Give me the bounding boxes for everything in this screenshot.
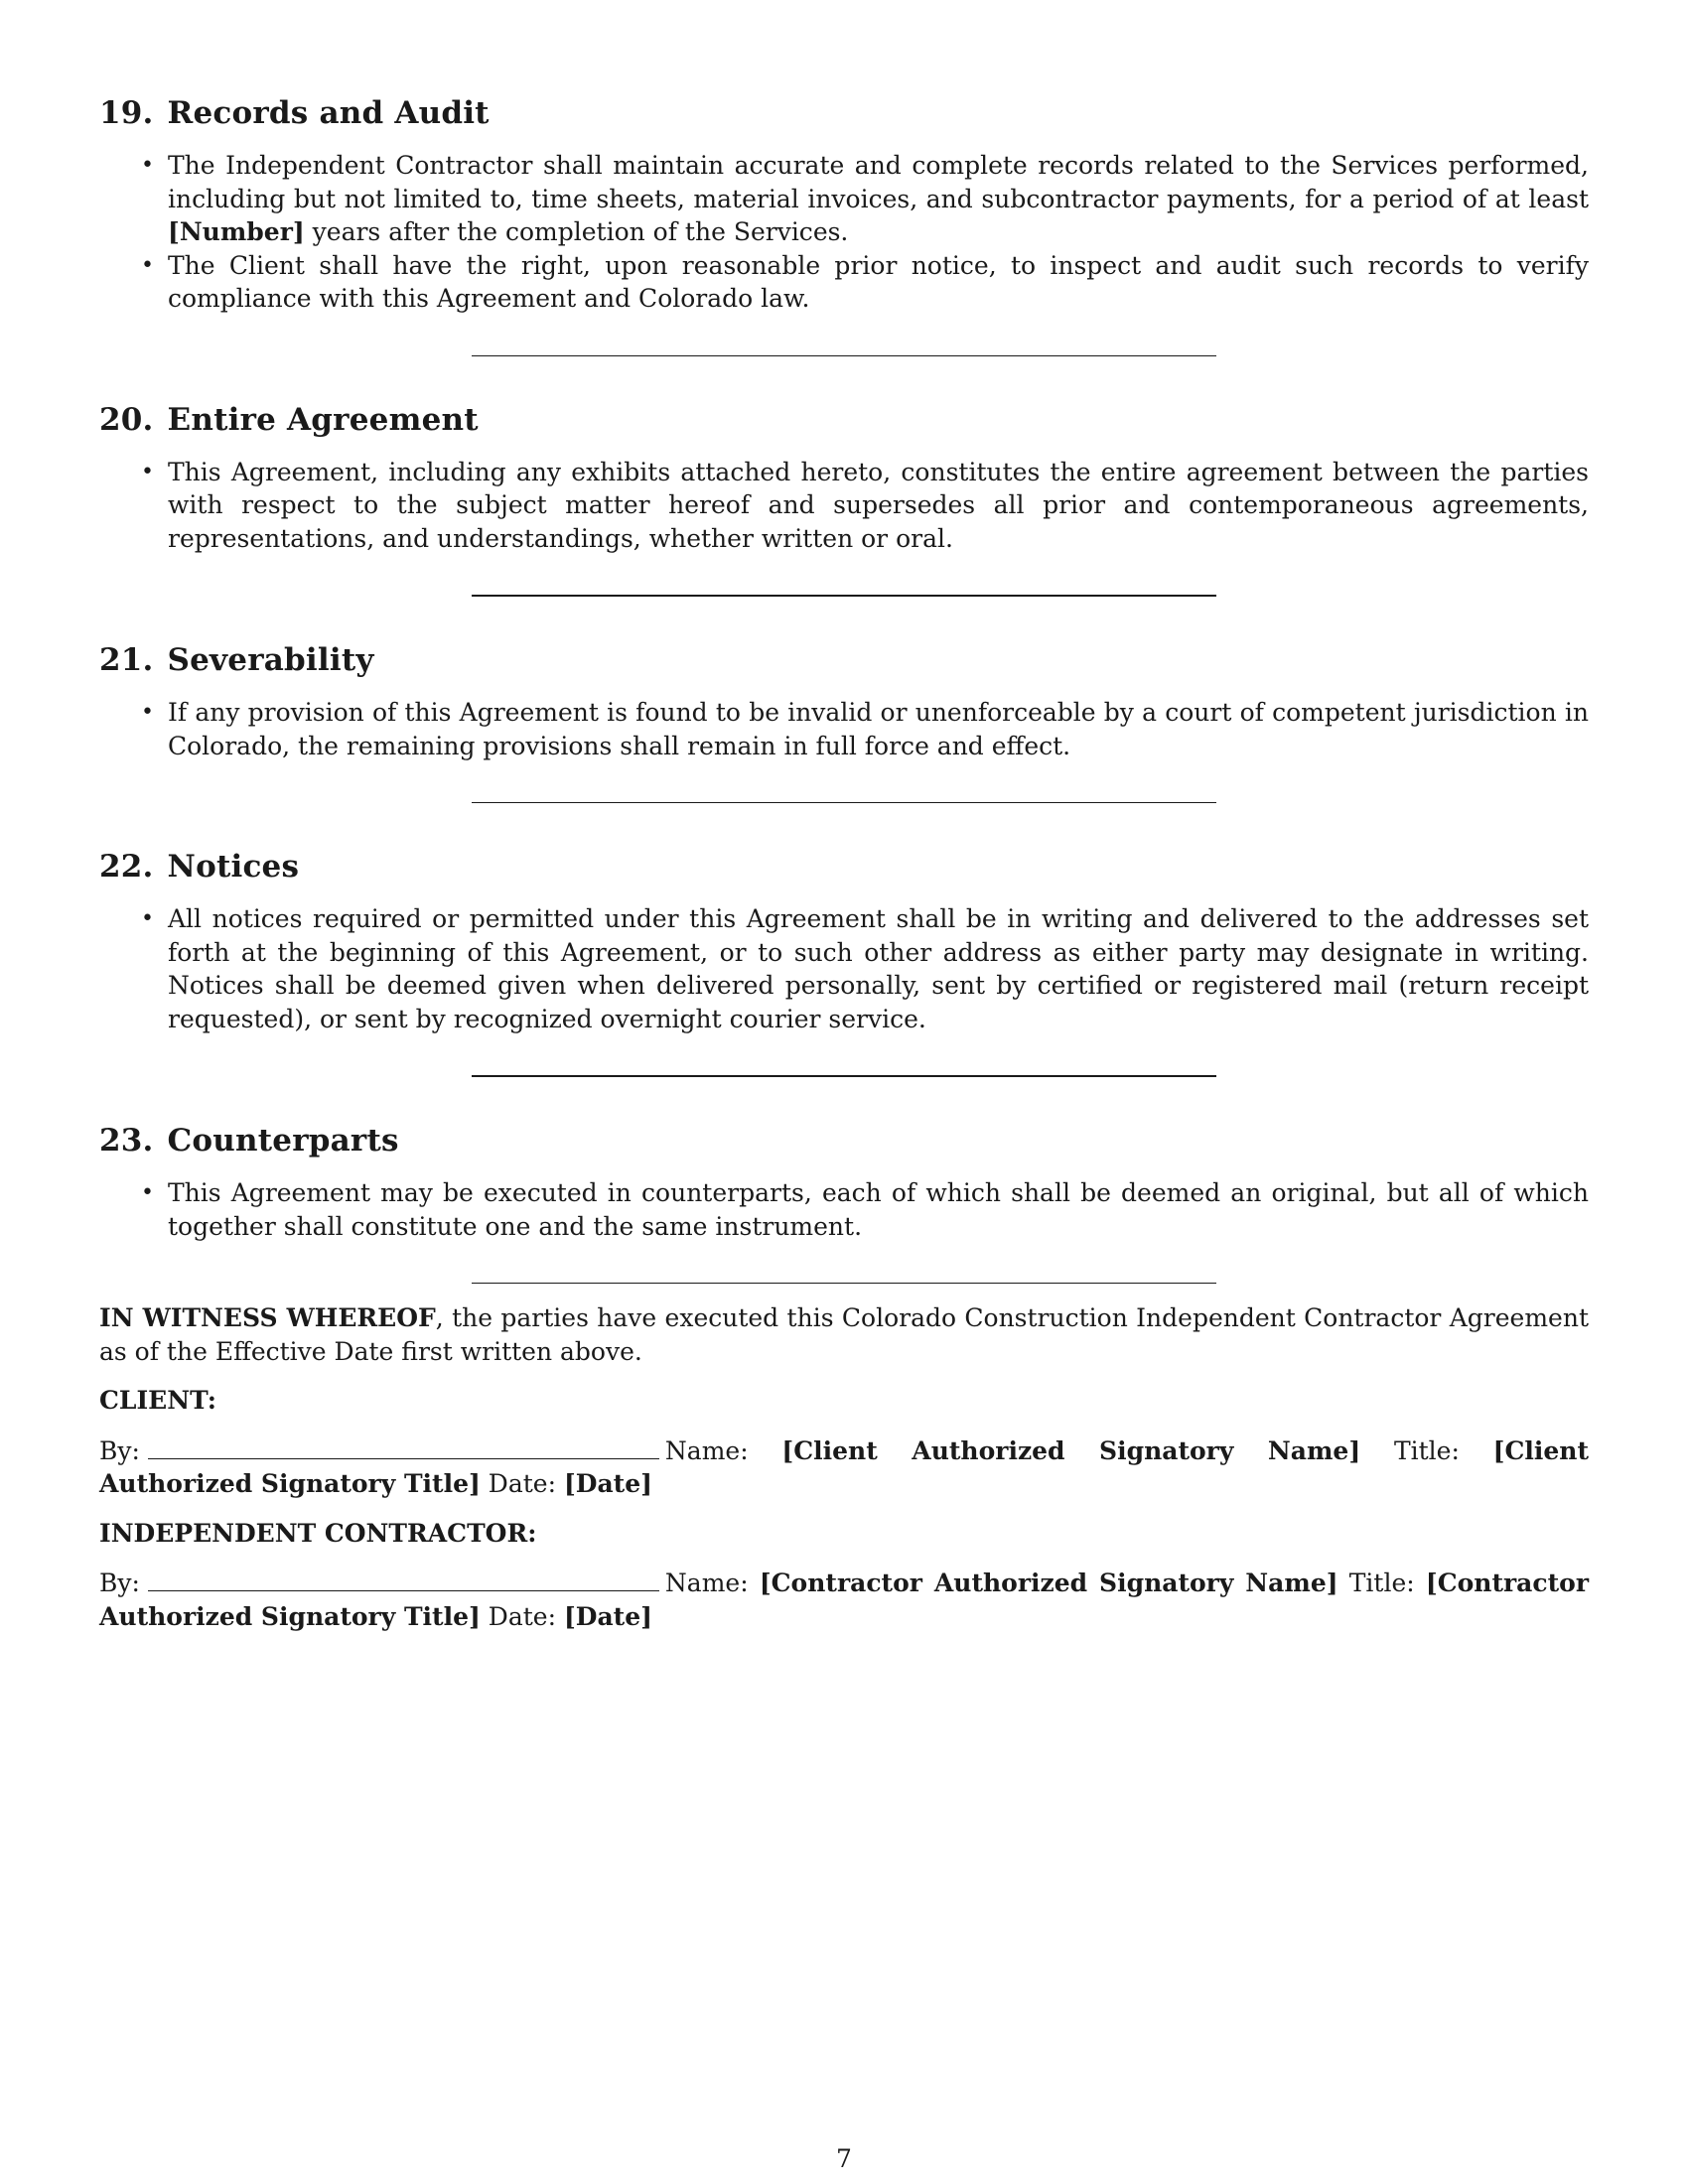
- divider: [472, 1075, 1216, 1077]
- contractor-signature-line[interactable]: [148, 1569, 659, 1591]
- list-item: • This Agreement, including any exhibits attached hereto, constitutes the entire agreement between the parties with respect to the subject matter hereof and supersedes all prior and contemporaneous agreements, representations, and understandings, whether written or oral.: [168, 456, 1589, 556]
- bullet-list: [99, 1176, 1589, 1243]
- page-number: 7: [836, 2144, 852, 2173]
- section-heading: 19. Records and Audit: [99, 95, 490, 131]
- divider: [472, 355, 1216, 356]
- divider: [472, 1283, 1216, 1284]
- divider: [472, 802, 1216, 803]
- list-item: • The Client shall have the right, upon reasonable prior notice, to inspect and audit such records to verify compliance with this Agreement and Colorado law.: [168, 249, 1589, 316]
- client-label: CLIENT:: [99, 1386, 217, 1415]
- bullet-list: [99, 149, 1589, 316]
- section-heading: 20. Entire Agreement: [99, 401, 479, 438]
- section-23: [99, 1123, 1589, 1243]
- list-item: • This Agreement may be executed in counterparts, each of which shall be deemed an original, but all of which together shall constitute one and the same instrument.: [168, 1176, 1589, 1243]
- list-item: • If any provision of this Agreement is found to be invalid or unenforceable by a court of competent jurisdiction in Colorado, the remaining provisions shall remain in full force and effect.: [168, 696, 1589, 762]
- list-item: • The Independent Contractor shall maintain accurate and complete records related to the Services performed, including but not limited to, time sheets, material invoices, and subcontractor payments, for a period of at least [Number] years after the completion of the Services.: [168, 149, 1589, 249]
- section-19: [99, 95, 1589, 316]
- client-signature-line[interactable]: [148, 1436, 659, 1459]
- bullet-list: [99, 696, 1589, 762]
- contractor-signature-block: By: Name: [Contractor Authorized Signatory Name] Title: [Contractor Authorized Signatory Title] Date: [Date]: [99, 1569, 1589, 1631]
- divider: [472, 595, 1216, 597]
- section-22: [99, 849, 1589, 1035]
- section-20: [99, 402, 1589, 556]
- contractor-label: INDEPENDENT CONTRACTOR:: [99, 1518, 537, 1548]
- client-signature-block: By: Name: [Client Authorized Signatory Name] Title: [Client Authorized Signatory Title] Date: [Date]: [99, 1435, 1590, 1498]
- witness-clause: IN WITNESS WHEREOF, the parties have executed this Colorado Construction Independent Contractor Agreement as of the Effective Date first written above.: [99, 1303, 1589, 1366]
- section-heading: 22. Notices: [99, 849, 300, 885]
- list-item: • All notices required or permitted under this Agreement shall be in writing and delivered to the addresses set forth at the beginning of this Agreement, or to such other address as either party may designate in writing. Notices shall be deemed given when delivered personally, sent by certified or registered mail (return receipt requested), or sent by recognized overnight courier service.: [168, 902, 1589, 1035]
- section-heading: 23. Counterparts: [99, 1123, 399, 1159]
- bullet-list: [99, 456, 1589, 556]
- bullet-list: [99, 902, 1589, 1035]
- document-page: [99, 95, 1589, 1633]
- section-21: [99, 642, 1589, 762]
- section-heading: 21. Severability: [99, 642, 374, 678]
